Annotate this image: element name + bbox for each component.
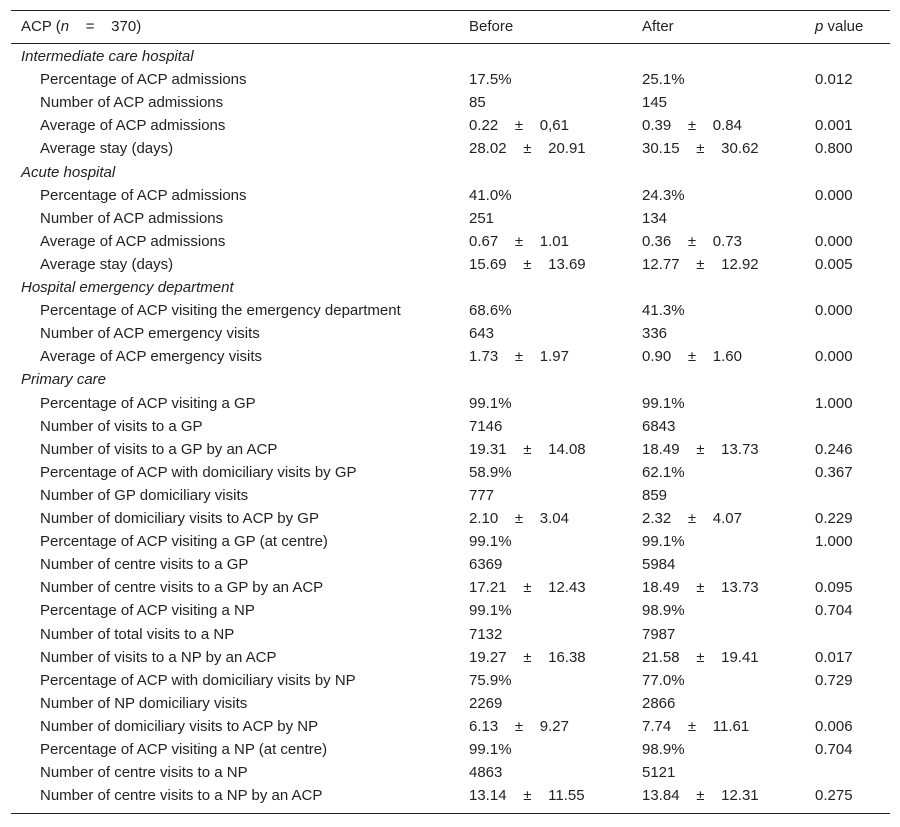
p-value: 0.000 (815, 348, 853, 366)
before-value: 75.9% (469, 671, 512, 689)
after-value: 41.3% (642, 302, 685, 320)
row-label: Percentage of ACP visiting a GP (at centre) (40, 533, 328, 551)
before-value: 17.5% (469, 71, 512, 89)
p-value: 0.704 (815, 741, 853, 758)
before-value: 15.69 ± 13.69 (469, 255, 586, 273)
table-row (11, 299, 890, 322)
after-value: 0.39 ± 0.84 (642, 117, 742, 135)
table-row (11, 438, 890, 461)
table-row (11, 576, 890, 599)
p-value: 0.000 (815, 232, 853, 250)
after-value: 12.77 ± 12.92 (642, 255, 759, 273)
after-value: 98.9% (642, 741, 685, 758)
row-label: Number of visits to a GP (40, 417, 203, 435)
row-label: Average of ACP admissions (40, 232, 226, 250)
row-label: Number of centre visits to a GP (40, 556, 249, 574)
before-value: 28.02 ± 20.91 (469, 140, 586, 158)
before-value: 777 (469, 486, 495, 504)
after-value: 30.15 ± 30.62 (642, 140, 759, 158)
row-label: Average of ACP admissions (40, 117, 226, 135)
after-value: 99.1% (642, 394, 685, 412)
header-before: Before (469, 18, 514, 35)
before-value: 99.1% (469, 602, 512, 620)
row-label: Number of visits to a NP by an ACP (40, 648, 277, 666)
section-label: Hospital emergency department (21, 279, 234, 296)
section-label: Intermediate care hospital (21, 48, 194, 65)
table-bottom-rule (11, 813, 890, 814)
after-value: 6843 (642, 417, 676, 435)
after-value: 21.58 ± 19.41 (642, 648, 759, 666)
section-header-row (11, 368, 890, 391)
p-value: 0.704 (815, 602, 853, 620)
table-row (11, 137, 890, 160)
before-value: 2269 (469, 694, 503, 712)
p-value: 0.000 (815, 186, 853, 204)
after-value: 98.9% (642, 602, 685, 620)
before-value: 6369 (469, 556, 503, 574)
table-row (11, 784, 890, 807)
after-value: 145 (642, 94, 668, 112)
table-row (11, 484, 890, 507)
table-row (11, 68, 890, 91)
before-value: 85 (469, 94, 486, 112)
row-label: Percentage of ACP admissions (40, 186, 247, 204)
after-value: 2866 (642, 694, 676, 712)
p-value: 0.229 (815, 510, 853, 527)
section-header-row (11, 45, 890, 68)
before-value: 41.0% (469, 186, 512, 204)
before-value: 2.10 ± 3.04 (469, 510, 569, 527)
after-value: 859 (642, 486, 668, 504)
section-label: Acute hospital (21, 163, 116, 181)
table-row (11, 230, 890, 253)
table-row (11, 345, 890, 368)
p-value: 1.000 (815, 394, 853, 412)
row-label: Percentage of ACP with domiciliary visits by GP (40, 463, 357, 481)
header-after: After (642, 18, 674, 35)
p-value: 0.005 (815, 255, 853, 273)
before-value: 99.1% (469, 533, 512, 551)
table-row (11, 646, 890, 669)
after-value: 134 (642, 209, 668, 227)
table-row (11, 114, 890, 137)
row-label: Average stay (days) (40, 140, 174, 158)
row-label: Average stay (days) (40, 255, 174, 273)
before-value: 0.22 ± 0,61 (469, 117, 569, 135)
table-row (11, 669, 890, 692)
p-value: 0.729 (815, 671, 853, 689)
row-label: Number of centre visits to a GP by an ACP (40, 579, 324, 597)
after-value: 7.74 ± 11.61 (642, 717, 750, 735)
before-value: 99.1% (469, 741, 512, 758)
table-row (11, 692, 890, 715)
before-value: 58.9% (469, 463, 512, 481)
p-value: 0.246 (815, 440, 853, 458)
table-row (11, 207, 890, 230)
before-value: 99.1% (469, 394, 512, 412)
before-value: 68.6% (469, 302, 512, 320)
row-label: Percentage of ACP visiting a GP (40, 394, 256, 412)
after-value: 5121 (642, 764, 676, 782)
table-row (11, 184, 890, 207)
row-label: Percentage of ACP visiting a NP (at centre) (40, 741, 328, 758)
table-row (11, 715, 890, 738)
header-acp: ACP (n = 370) (21, 18, 142, 35)
p-value: 0.800 (815, 140, 853, 158)
p-value: 0.006 (815, 717, 853, 735)
row-label: Number of domiciliary visits to ACP by GP (40, 510, 319, 527)
before-value: 13.14 ± 11.55 (469, 787, 585, 805)
row-label: Average of ACP emergency visits (40, 348, 263, 366)
row-label: Number of ACP admissions (40, 94, 224, 112)
table-row (11, 91, 890, 114)
before-value: 643 (469, 325, 495, 343)
after-value: 77.0% (642, 671, 685, 689)
table-row (11, 322, 890, 345)
before-value: 7132 (469, 625, 503, 643)
section-label: Primary care (21, 371, 107, 389)
after-value: 7987 (642, 625, 676, 643)
section-header-row (11, 276, 890, 299)
after-value: 0.36 ± 0.73 (642, 232, 742, 250)
row-label: Percentage of ACP visiting the emergency department (40, 302, 401, 320)
row-label: Percentage of ACP visiting a NP (40, 602, 255, 620)
p-value: 0.017 (815, 648, 853, 666)
before-value: 251 (469, 209, 495, 227)
p-value: 0.001 (815, 117, 853, 135)
after-value: 25.1% (642, 71, 685, 89)
after-value: 336 (642, 325, 668, 343)
p-value: 0.000 (815, 302, 853, 320)
before-value: 1.73 ± 1.97 (469, 348, 569, 366)
row-label: Number of centre visits to a NP by an ACP (40, 787, 323, 805)
before-value: 0.67 ± 1.01 (469, 232, 569, 250)
before-value: 6.13 ± 9.27 (469, 717, 569, 735)
row-label: Number of visits to a GP by an ACP (40, 440, 278, 458)
table-row (11, 392, 890, 415)
p-value: 0.367 (815, 463, 853, 481)
after-value: 2.32 ± 4.07 (642, 510, 742, 527)
table-row (11, 599, 890, 622)
row-label: Number of ACP admissions (40, 209, 224, 227)
table-row (11, 415, 890, 438)
table-row (11, 530, 890, 553)
table-top-rule (11, 10, 890, 11)
table-header-row (11, 15, 890, 38)
before-value: 19.31 ± 14.08 (469, 440, 586, 458)
table-row (11, 253, 890, 276)
p-value: 0.095 (815, 579, 853, 597)
before-value: 19.27 ± 16.38 (469, 648, 586, 666)
table-row (11, 461, 890, 484)
p-value: 0.012 (815, 71, 853, 89)
table-row (11, 623, 890, 646)
after-value: 18.49 ± 13.73 (642, 579, 759, 597)
after-value: 5984 (642, 556, 676, 574)
table-row (11, 507, 890, 530)
row-label: Number of total visits to a NP (40, 625, 235, 643)
p-value: 0.275 (815, 787, 853, 805)
table-row (11, 761, 890, 784)
section-header-row (11, 161, 890, 184)
table-row (11, 738, 890, 761)
row-label: Number of NP domiciliary visits (40, 694, 248, 712)
table-header-rule (11, 43, 890, 44)
header-p-value: p value (815, 18, 864, 35)
row-label: Number of domiciliary visits to ACP by NP (40, 717, 319, 735)
after-value: 62.1% (642, 463, 685, 481)
row-label: Number of GP domiciliary visits (40, 486, 249, 504)
p-value: 1.000 (815, 533, 853, 551)
before-value: 4863 (469, 764, 503, 782)
after-value: 24.3% (642, 186, 685, 204)
after-value: 0.90 ± 1.60 (642, 348, 742, 366)
table-row (11, 553, 890, 576)
row-label: Percentage of ACP with domiciliary visits by NP (40, 671, 356, 689)
row-label: Number of ACP emergency visits (40, 325, 260, 343)
before-value: 17.21 ± 12.43 (469, 579, 586, 597)
before-value: 7146 (469, 417, 503, 435)
after-value: 99.1% (642, 533, 685, 551)
after-value: 18.49 ± 13.73 (642, 440, 759, 458)
row-label: Number of centre visits to a NP (40, 764, 248, 782)
row-label: Percentage of ACP admissions (40, 71, 247, 89)
after-value: 13.84 ± 12.31 (642, 787, 759, 805)
